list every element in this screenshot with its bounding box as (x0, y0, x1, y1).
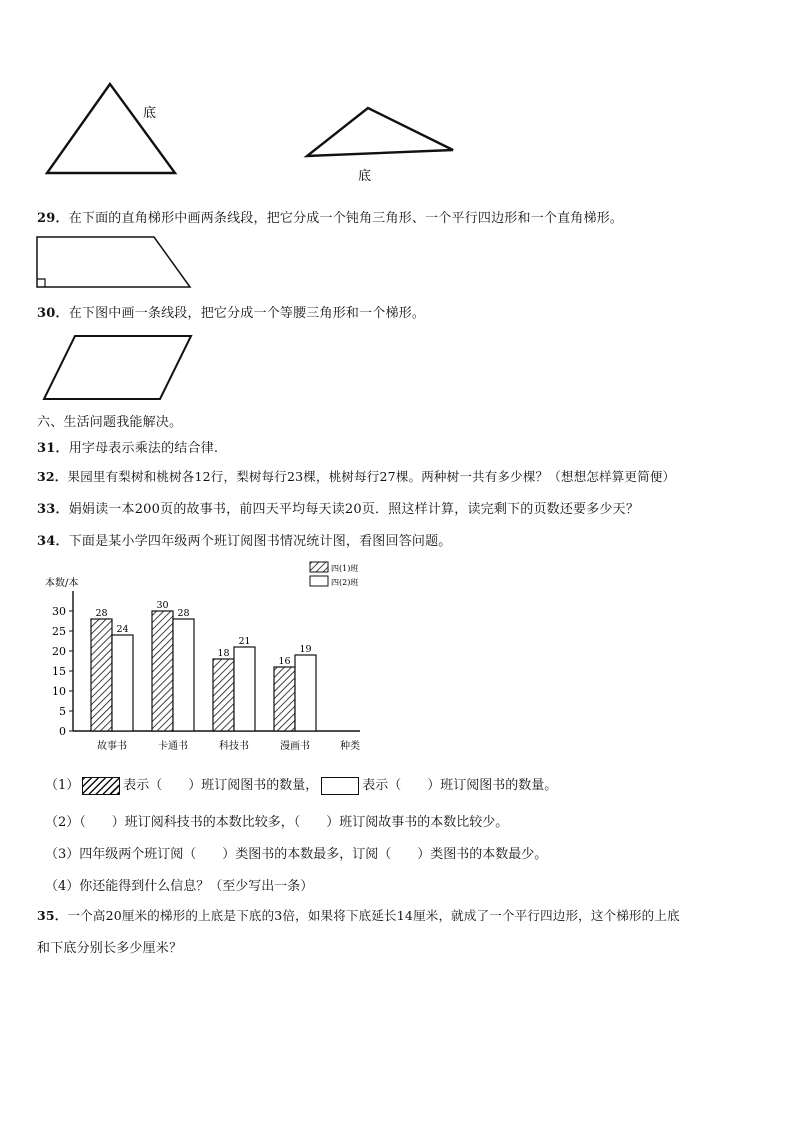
hatched-legend-swatch (82, 777, 120, 795)
right-trapezoid-figure (30, 232, 200, 292)
legend-swatch (310, 562, 328, 572)
data-label: 21 (238, 636, 251, 647)
y-tick-label: 5 (59, 705, 66, 718)
q34-sub4: （4）你还能得到什么信息？（至少写出一条） (45, 879, 314, 894)
question-text: 一个高20厘米的梯形的上底是下底的3倍，如果将下底延长14厘米，就成了一个平行四边形，这个梯形的上底 (67, 908, 680, 923)
bar-class1 (274, 667, 295, 731)
question-29 (37, 207, 623, 226)
legend-label: 四(1)班 (331, 564, 359, 573)
question-text: 果园里有梨树和桃树各12行，梨树每行23棵，桃树每行27棵。两种树一共有多少棵？（想想怎样算更简便） (67, 469, 676, 484)
right-trapezoid (37, 237, 190, 287)
question-number: 34． (37, 534, 69, 549)
category-label: 卡通书 (158, 741, 188, 752)
bar-class1 (152, 611, 173, 731)
obtuse-triangle (307, 108, 453, 156)
section-6-title: 六、生活问题我能解决。 (37, 415, 183, 430)
legend-label: 四(2)班 (331, 578, 359, 587)
question-text: 在下图中画一条线段，把它分成一个等腰三角形和一个梯形。 (68, 306, 426, 321)
bar-class2 (295, 655, 316, 731)
y-axis-label: 本数/本 (45, 578, 79, 589)
bar-chart (0, 555, 420, 760)
legend-swatch (310, 576, 328, 586)
y-tick-label: 25 (52, 625, 66, 638)
blank-legend-swatch (321, 777, 359, 795)
parallelogram-figure (40, 332, 200, 404)
bar-class1 (91, 619, 112, 731)
right-angle-mark (37, 279, 45, 287)
question-text: 在下面的直角梯形中画两条线段，把它分成一个钝角三角形、一个平行四边形和一个直角梯形。 (68, 211, 624, 226)
bar-class2 (234, 647, 255, 731)
sub1-label: （1） (45, 778, 80, 793)
base-label-right: 底 (358, 169, 372, 184)
y-tick-label: 10 (52, 685, 66, 698)
question-number: 31． (37, 441, 69, 456)
acute-triangle (47, 84, 175, 173)
data-label: 30 (156, 600, 169, 611)
question-text: 用字母表示乘法的结合律. (68, 441, 219, 456)
y-tick-label: 0 (59, 725, 66, 738)
question-30 (37, 302, 425, 321)
parallelogram (44, 336, 191, 399)
question-34 (37, 530, 452, 549)
data-label: 18 (217, 648, 230, 659)
x-axis-label: 种类 (340, 741, 360, 752)
y-tick-label: 15 (52, 665, 66, 678)
base-label-left: 底 (143, 106, 157, 121)
question-text: 下面是某小学四年级两个班订阅图书情况统计图，看图回答问题。 (68, 534, 452, 549)
question-number: 33． (37, 502, 69, 517)
data-label: 28 (177, 608, 190, 619)
category-label: 漫画书 (280, 741, 310, 752)
bar-class2 (173, 619, 194, 731)
question-35-line1 (37, 906, 680, 924)
question-number: 30． (37, 306, 69, 321)
data-label: 24 (116, 624, 129, 635)
question-number: 35． (37, 908, 68, 923)
data-label: 16 (278, 656, 291, 667)
bar-class2 (112, 635, 133, 731)
sub1-text-a: 表示（ ）班订阅图书的数量， (123, 778, 319, 793)
bar-class1 (213, 659, 234, 731)
q34-sub1 (45, 774, 557, 795)
y-tick-label: 30 (52, 605, 66, 618)
question-35-line2: 和下底分别长多少厘米？ (37, 941, 183, 956)
y-tick-label: 20 (52, 645, 66, 658)
question-31 (37, 437, 218, 456)
question-number: 32． (37, 469, 68, 484)
q34-sub3: （3）四年级两个班订阅（ ）类图书的本数最多，订阅（ ）类图书的本数最少。 (45, 847, 548, 862)
q34-sub2: （2）（ ）班订阅科技书的本数比较多，（ ）班订阅故事书的本数比较少。 (45, 815, 509, 830)
category-label: 科技书 (219, 741, 249, 752)
question-33 (37, 498, 639, 517)
question-number: 29． (37, 211, 69, 226)
question-32 (37, 467, 675, 485)
triangles-figure (0, 70, 794, 190)
sub1-text-b: 表示（ ）班订阅图书的数量。 (362, 778, 558, 793)
question-text: 娟娟读一本200页的故事书，前四天平均每天读20页．照这样计算，读完剩下的页数还要多少天？ (68, 502, 640, 517)
data-label: 19 (299, 644, 312, 655)
category-label: 故事书 (97, 741, 127, 752)
data-label: 28 (95, 608, 108, 619)
